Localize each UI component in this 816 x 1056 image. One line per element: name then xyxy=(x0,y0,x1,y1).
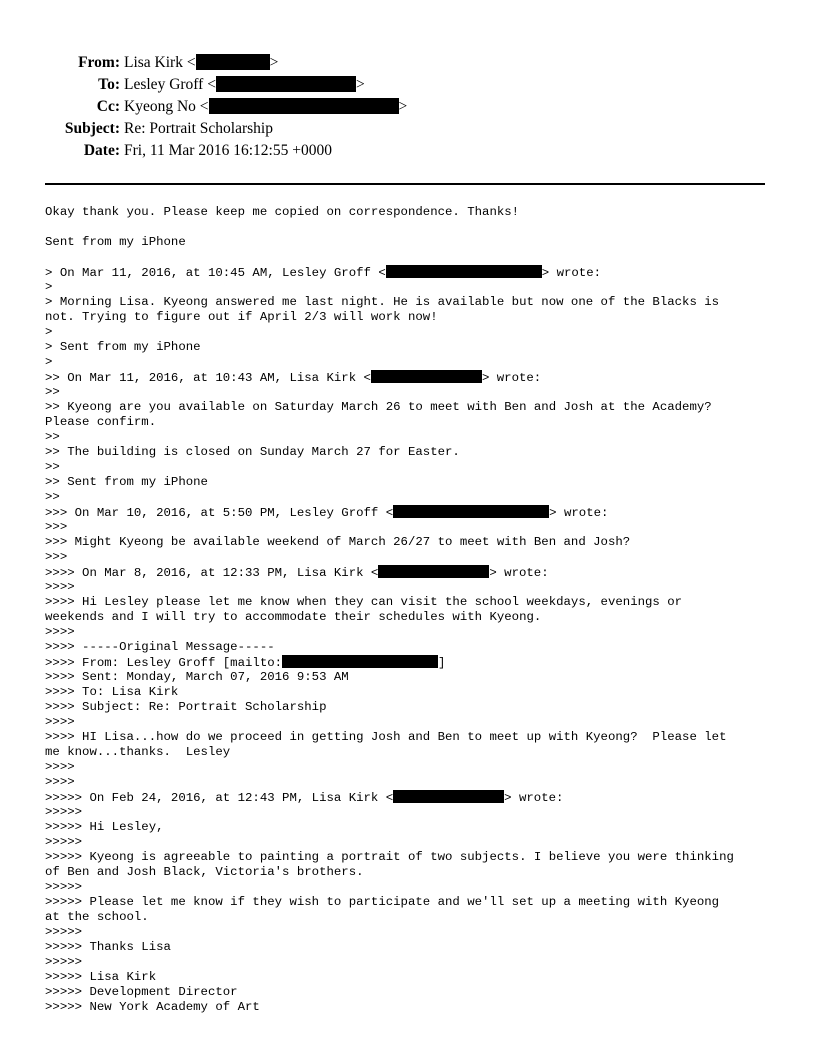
email-body-line: > xyxy=(45,280,53,294)
email-body-line: me know...thanks. Lesley xyxy=(45,745,231,759)
email-body-line: >>>>> xyxy=(45,835,83,849)
date-row xyxy=(0,140,816,162)
email-body-line: >>>>> Lisa Kirk xyxy=(45,970,157,984)
email-body-line: >> xyxy=(45,430,60,444)
email-body-line: >> xyxy=(45,490,60,504)
email-body-line: >>>>> xyxy=(45,955,83,969)
email-body-line: >>>>> xyxy=(45,925,83,939)
email-body-line: >>>>> Hi Lesley, xyxy=(45,820,164,834)
quote-header-text: >>>> From: Lesley Groff [mailto: xyxy=(45,656,283,670)
quote-header-suffix: > wrote: xyxy=(549,506,609,520)
email-body-line: >>>> Sent: Monday, March 07, 2016 9:53 AM xyxy=(45,670,349,684)
date-label: Date: xyxy=(83,142,120,159)
email-body-line: >>>>> Thanks Lisa xyxy=(45,940,171,954)
email-body-line: >>>>> New York Academy of Art xyxy=(45,1000,260,1014)
email-body-line: >>> xyxy=(45,550,68,564)
to-name: Lesley Groff xyxy=(124,76,204,93)
email-body-line: >>>> xyxy=(45,625,75,639)
email-body-line: >>>> Subject: Re: Portrait Scholarship xyxy=(45,700,327,714)
from-row: From: Lisa Kirk < > xyxy=(0,52,816,74)
email-body-line: >>>>> xyxy=(45,880,83,894)
email-body-line: weekends and I will try to accommodate their schedules with Kyeong. xyxy=(45,610,542,624)
email-address-redaction xyxy=(282,655,438,668)
email-body-line: >>>> xyxy=(45,760,75,774)
email-body-line: >>>> xyxy=(45,715,75,729)
email-body-line: >>>> xyxy=(45,775,75,789)
email-body-line: at the school. xyxy=(45,910,149,924)
email-body-line: >> xyxy=(45,460,60,474)
email-body-line xyxy=(45,250,773,265)
email-body-line: >>>> xyxy=(45,580,75,594)
email-body-line xyxy=(45,790,773,805)
to-email-redaction xyxy=(216,76,356,92)
quote-header-suffix: > wrote: xyxy=(489,566,549,580)
email-body-line: >>>>> Please let me know if they wish to participate and we'll set up a meeting with Kyeong xyxy=(45,895,720,909)
email-body-line: >>>> -----Original Message----- xyxy=(45,640,275,654)
email-body-line: >>>> To: Lisa Kirk xyxy=(45,685,179,699)
email-address-redaction xyxy=(386,265,542,278)
email-body-line xyxy=(45,655,773,670)
quote-header-text: > On Mar 11, 2016, at 10:45 AM, Lesley Groff < xyxy=(45,266,386,280)
quote-header-suffix: ] xyxy=(438,656,446,670)
email-address-redaction xyxy=(378,565,489,578)
quote-header-text: >> On Mar 11, 2016, at 10:43 AM, Lisa Kirk < xyxy=(45,371,371,385)
email-body-line: of Ben and Josh Black, Victoria's brothers. xyxy=(45,865,364,879)
cc-row: Cc: Kyeong No < > xyxy=(0,96,816,118)
email-body-line: > Sent from my iPhone xyxy=(45,340,201,354)
cc-name: Kyeong No xyxy=(124,98,196,115)
email-body-line: Okay thank you. Please keep me copied on correspondence. Thanks! xyxy=(45,205,520,219)
email-body-line: >>>> Hi Lesley please let me know when they can visit the school weekdays, evenings or xyxy=(45,595,683,609)
email-body-line: >>> xyxy=(45,520,68,534)
to-label: To: xyxy=(98,76,120,93)
email-body-line: >> The building is closed on Sunday March 27 for Easter. xyxy=(45,445,460,459)
email-body-line: not. Trying to figure out if April 2/3 will work now! xyxy=(45,310,438,324)
email-body-line: > Morning Lisa. Kyeong answered me last night. He is available but now one of the Blacks is xyxy=(45,295,720,309)
cc-email-redaction xyxy=(209,98,399,114)
email-body-line xyxy=(45,265,773,280)
quote-header-suffix: > wrote: xyxy=(541,266,602,280)
from-label: From: xyxy=(78,54,120,71)
email-body xyxy=(45,205,773,1015)
email-body-line xyxy=(45,505,773,520)
quote-header-text: >>> On Mar 10, 2016, at 5:50 PM, Lesley Groff < xyxy=(45,506,394,520)
from-email-redaction xyxy=(196,54,270,70)
email-body-line: Please confirm. xyxy=(45,415,157,429)
subject-label: Subject: xyxy=(64,120,120,137)
to-row: To: Lesley Groff < > xyxy=(0,74,816,96)
date-value: Fri, 11 Mar 2016 16:12:55 +0000 xyxy=(124,142,332,159)
email-body-line xyxy=(45,370,773,385)
quote-header-text: >>>>> On Feb 24, 2016, at 12:43 PM, Lisa Kirk < xyxy=(45,791,394,805)
subject-value: Re: Portrait Scholarship xyxy=(124,120,273,137)
email-body-line: >>>>> Kyeong is agreeable to painting a portrait of two subjects. I believe you were thinking xyxy=(45,850,734,864)
email-body-line: >> xyxy=(45,385,60,399)
email-body-line: >> Sent from my iPhone xyxy=(45,475,208,489)
email-body-line: >> Kyeong are you available on Saturday March 26 to meet with Ben and Josh at the Academy? xyxy=(45,400,712,414)
email-body-line: > xyxy=(45,325,53,339)
email-address-redaction xyxy=(371,370,482,383)
quote-header-text: >>>> On Mar 8, 2016, at 12:33 PM, Lisa Kirk < xyxy=(45,566,379,580)
email-body-line: Sent from my iPhone xyxy=(45,235,186,249)
email-body-line: > xyxy=(45,355,53,369)
email-body-line: >>> Might Kyeong be available weekend of March 26/27 to meet with Ben and Josh? xyxy=(45,535,631,549)
email-body-line xyxy=(45,220,773,235)
email-address-redaction xyxy=(393,505,549,518)
email-body-line: >>>>> xyxy=(45,805,83,819)
from-name: Lisa Kirk xyxy=(124,54,183,71)
cc-label: Cc: xyxy=(96,98,120,115)
quote-header-suffix: > wrote: xyxy=(504,791,564,805)
email-body-line: >>>>> Development Director xyxy=(45,985,238,999)
header-divider xyxy=(45,183,765,185)
email-body-line: >>>> HI Lisa...how do we proceed in getting Josh and Ben to meet up with Kyeong? Please let xyxy=(45,730,727,744)
quote-header-suffix: > wrote: xyxy=(481,371,542,385)
email-address-redaction xyxy=(393,790,504,803)
subject-row xyxy=(0,118,816,140)
email-body-line xyxy=(45,565,773,580)
